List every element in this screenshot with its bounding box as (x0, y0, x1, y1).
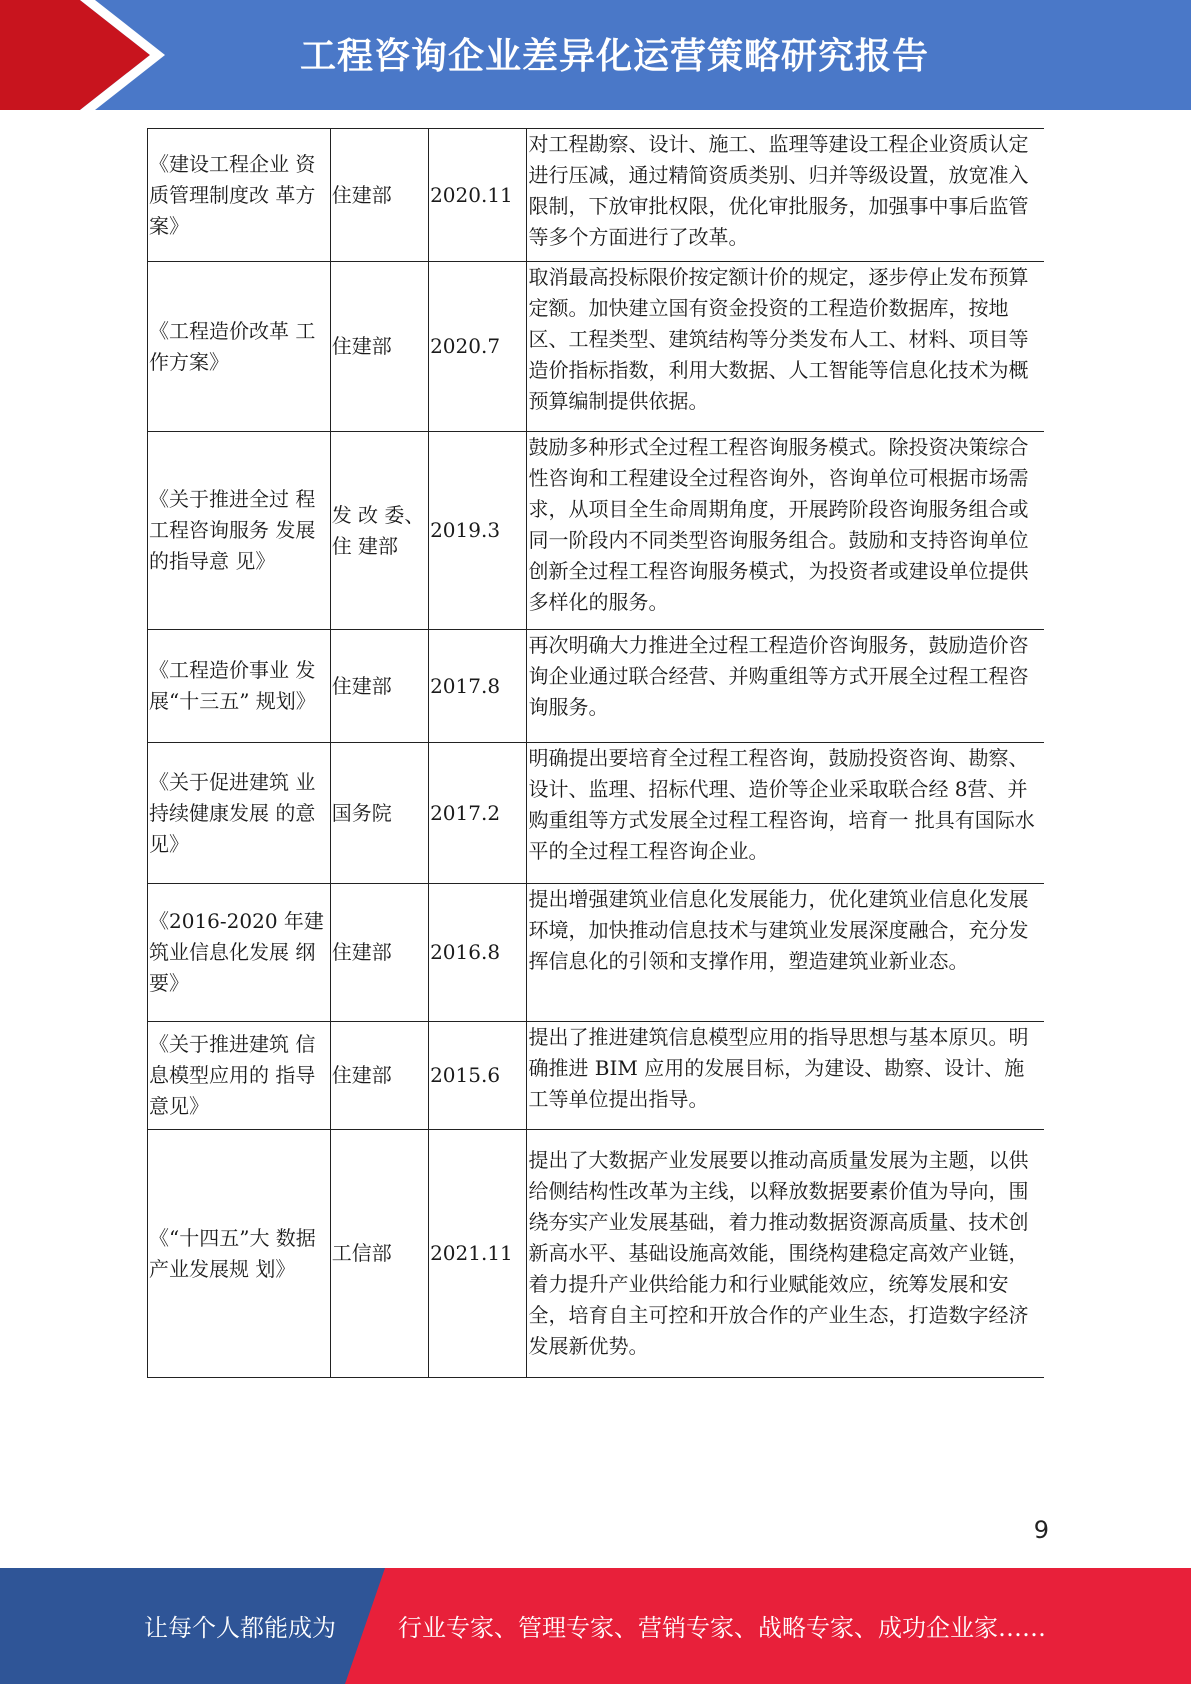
table-row (148, 1022, 1045, 1130)
policy-name-cell: 《工程造价改革 工作方案》 (148, 262, 331, 432)
content-cell: 取消最高投标限价按定额计价的规定，逐步停止发布预算定额。加快建立国有资金投资的工程造价数据库，按地区、工程类型、建筑结构等分类发布人工、材料、项目等造价指标指数，利用大数据、人工智能等信息化技术为概预算编制提供依据。 (527, 262, 1044, 432)
date-cell: 2019.3 (429, 432, 527, 630)
table-row (148, 129, 1045, 262)
issuer-cell: 国务院 (330, 743, 428, 884)
table-row (148, 1130, 1045, 1378)
date-cell: 2017.2 (429, 743, 527, 884)
policy-name-cell: 《关于促进建筑 业持续健康发展 的意见》 (148, 743, 331, 884)
issuer-cell: 住建部 (330, 262, 428, 432)
document-title: 工程咨询企业差异化运营策略研究报告 (300, 36, 930, 77)
policy-name-cell: 《关于推进建筑 信息模型应用的 指导意见》 (148, 1022, 331, 1130)
page-footer (0, 1568, 1191, 1684)
page-number: 9 (1033, 1516, 1049, 1544)
date-cell: 2020.11 (429, 129, 527, 262)
issuer-cell: 住建部 (330, 129, 428, 262)
policy-name-cell: 《“十四五”大 数据产业发展规 划》 (148, 1130, 331, 1378)
content-cell: 提出了大数据产业发展要以推动高质量发展为主题，以供给侧结构性改革为主线，以释放数据要素价值为导向，围绕夯实产业发展基础，着力推动数据资源高质量、技术创新高水平、基础设施高效能，围绕构建稳定高效产业链，着力提升产业供给能力和行业赋能效应，统筹发展和安全，培育自主可控和开放合作的产业生态，打造数字经济发展新优势。 (527, 1130, 1044, 1378)
content-cell: 明确提出要培育全过程工程咨询，鼓励投资咨询、勘察、设计、监理、招标代理、造价等企业采取联合经 8营、并购重组等方式发展全过程工程咨询，培育一 批具有国际水平的全过程工程咨询企业。 (527, 743, 1044, 884)
content-cell: 对工程勘察、设计、施工、监理等建设工程企业资质认定进行压减，通过精简资质类别、归并等级设置，放宽准入限制，下放审批权限，优化审批服务，加强事中事后监管等多个方面进行了改革。 (527, 129, 1044, 262)
date-cell: 2021.11 (429, 1130, 527, 1378)
table-row (148, 743, 1045, 884)
content-cell: 鼓励多种形式全过程工程咨询服务模式。除投资决策综合性咨询和工程建设全过程咨询外，咨询单位可根据市场需求，从项目全生命周期角度，开展跨阶段咨询服务组合或同一阶段内不同类型咨询服务组合。鼓励和支持咨询单位创新全过程工程咨询服务模式，为投资者或建设单位提供多样化的服务。 (527, 432, 1044, 630)
policy-name-cell: 《关于推进全过 程工程咨询服务 发展的指导意 见》 (148, 432, 331, 630)
page-header (0, 0, 1191, 110)
date-cell: 2015.6 (429, 1022, 527, 1130)
date-cell: 2020.7 (429, 262, 527, 432)
issuer-cell: 发 改 委、住 建部 (330, 432, 428, 630)
footer-slogan-right: 行业专家、管理专家、营销专家、战略专家、成功企业家…… (398, 1614, 1046, 1642)
table-row (148, 884, 1045, 1022)
content-cell: 提出增强建筑业信息化发展能力，优化建筑业信息化发展环境，加快推动信息技术与建筑业发展深度融合，充分发挥信息化的引领和支撑作用，塑造建筑业新业态。 (527, 884, 1044, 1022)
policy-name-cell: 《建设工程企业 资质管理制度改 革方案》 (148, 129, 331, 262)
issuer-cell: 住建部 (330, 630, 428, 743)
issuer-cell: 工信部 (330, 1130, 428, 1378)
issuer-cell: 住建部 (330, 1022, 428, 1130)
table-row (148, 432, 1045, 630)
policy-name-cell: 《2016-2020 年建筑业信息化发展 纲要》 (148, 884, 331, 1022)
policy-table (147, 128, 1044, 1378)
issuer-cell: 住建部 (330, 884, 428, 1022)
content-cell: 提出了推进建筑信息模型应用的指导思想与基本原贝。明确推进 BIM 应用的发展目标，为建设、勘察、设计、施工等单位提出指导。 (527, 1022, 1044, 1130)
date-cell: 2016.8 (429, 884, 527, 1022)
table-row (148, 630, 1045, 743)
footer-slogan-left: 让每个人都能成为 (144, 1614, 336, 1642)
date-cell: 2017.8 (429, 630, 527, 743)
content-cell: 再次明确大力推进全过程工程造价咨询服务，鼓励造价咨询企业通过联合经营、并购重组等方式开展全过程工程咨询服务。 (527, 630, 1044, 743)
table-row (148, 262, 1045, 432)
policy-name-cell: 《工程造价事业 发展“十三五” 规划》 (148, 630, 331, 743)
